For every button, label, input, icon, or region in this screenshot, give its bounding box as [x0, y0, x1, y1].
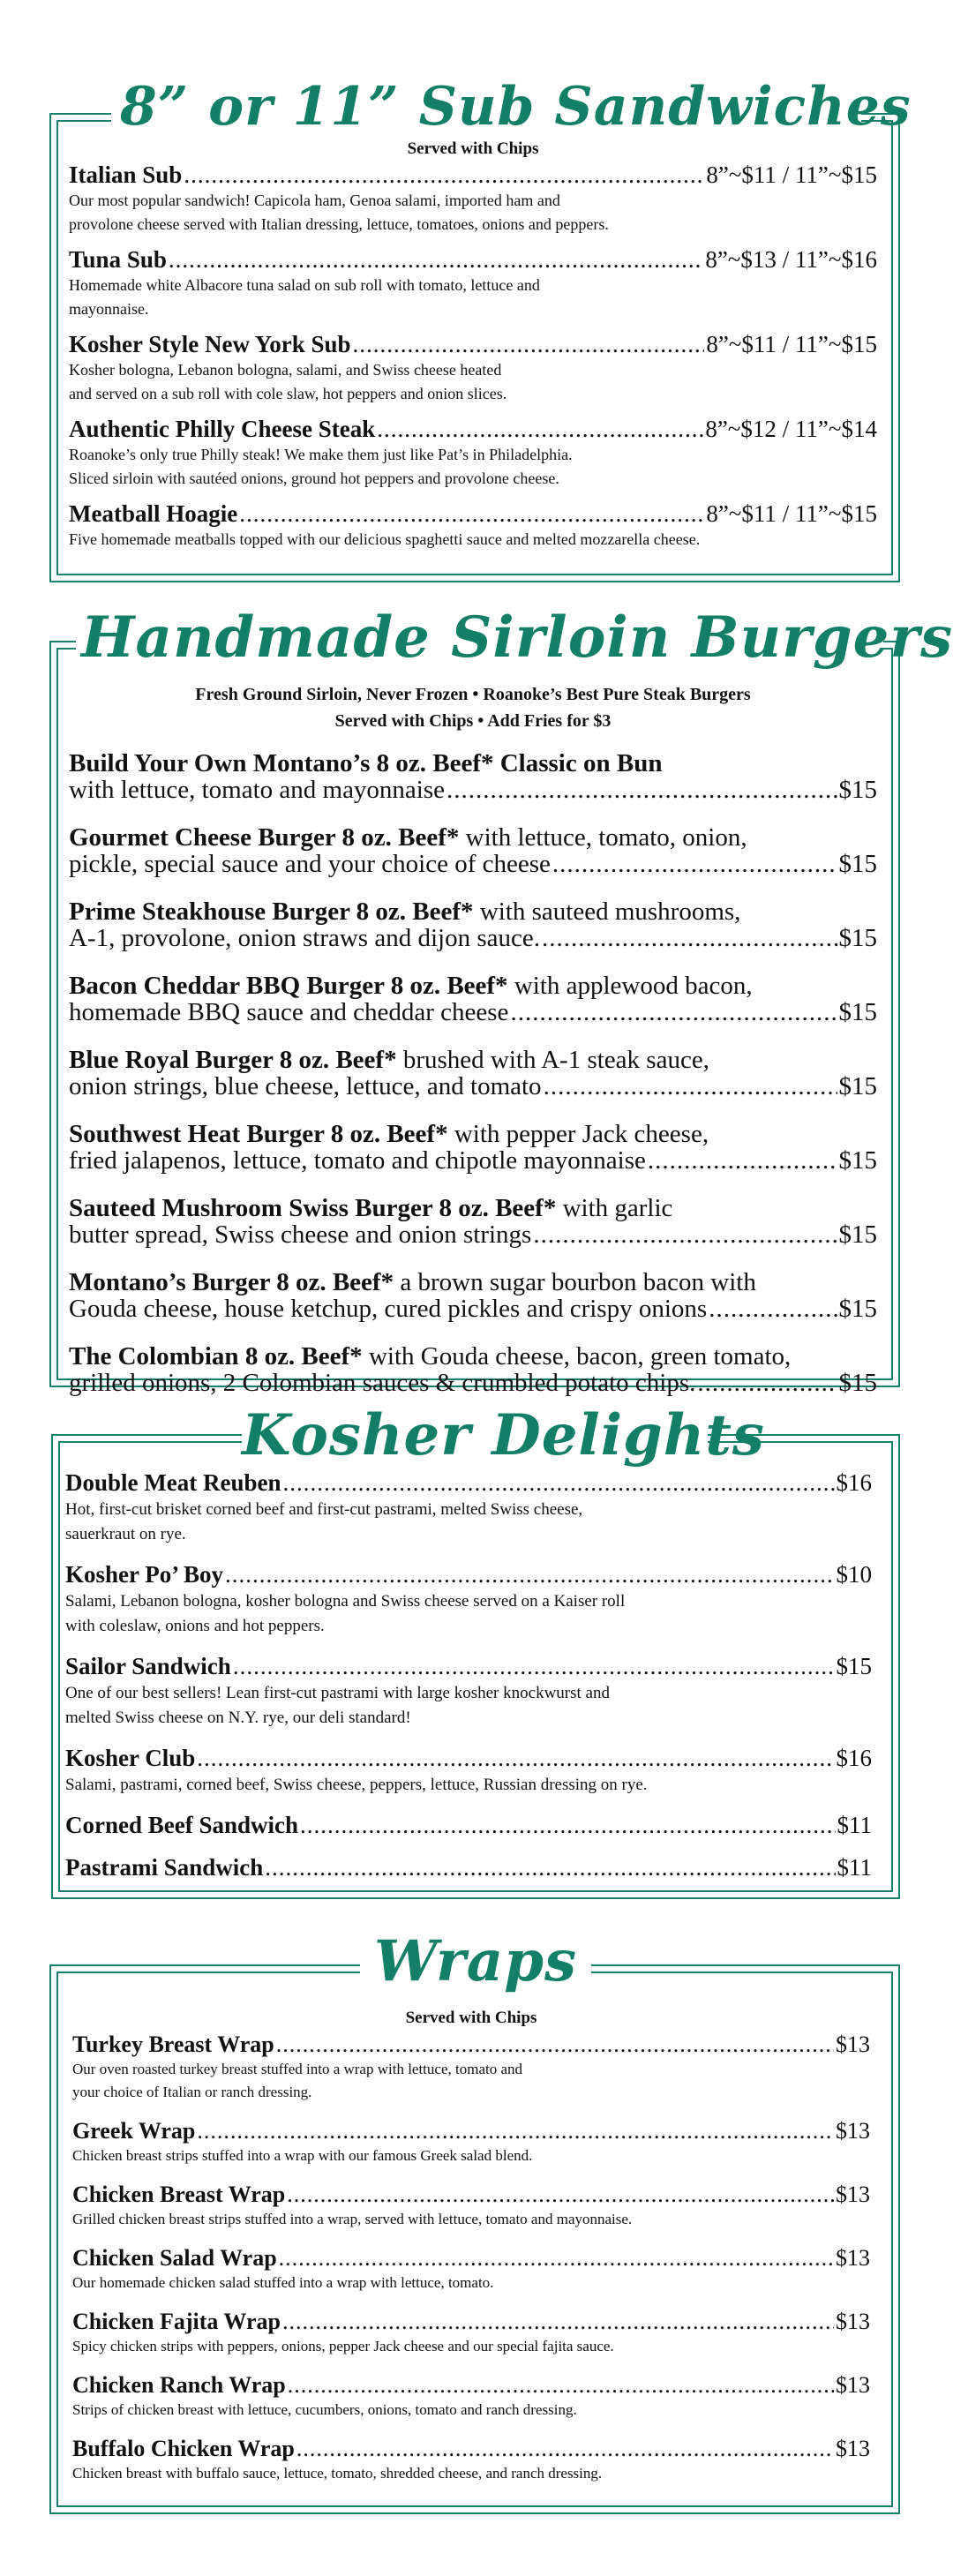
- menu-item-row: [65, 1651, 872, 1681]
- dot-leader: [552, 851, 837, 877]
- dot-leader: [300, 1810, 835, 1840]
- menu-item-row: [65, 1559, 872, 1589]
- item-description: Chicken breast strips stuffed into a wrap with our famous Greek salad blend.: [72, 2147, 533, 2164]
- section-subtitle-line1: Fresh Ground Sirloin, Never Frozen • Roanoke’s Best Pure Steak Burgers: [195, 685, 751, 704]
- item-name: Build Your Own Montano’s 8 oz. Beef* Classic on Bun: [69, 749, 663, 777]
- item-description: Grilled chicken breast strips stuffed into a wrap, served with lettuce, tomato and mayonnaise.: [72, 2211, 633, 2227]
- item-description: sauerkraut on rye.: [65, 1525, 186, 1543]
- item-description: Strips of chicken breast with lettuce, cucumbers, onions, tomato and ranch dressing.: [72, 2401, 577, 2418]
- item-price: 8”~$13 / 11”~$16: [705, 246, 877, 273]
- item-description: melted Swiss cheese on N.Y. rye, our deli standard!: [65, 1709, 411, 1727]
- menu-item-line2: [69, 777, 877, 803]
- menu-item: [65, 1468, 872, 1547]
- item-name: Bacon Cheddar BBQ Burger 8 oz. Beef*: [69, 972, 508, 1000]
- menu-item-row: [72, 2032, 870, 2058]
- dot-leader: [544, 1073, 837, 1100]
- dot-leader: [282, 2309, 834, 2335]
- item-description: fried jalapenos, lettuce, tomato and chipotle mayonnaise: [69, 1146, 646, 1175]
- section-subtitle: Served with Chips: [407, 139, 539, 158]
- menu-item: [69, 245, 877, 321]
- dot-leader: [225, 1559, 835, 1589]
- menu-item-row: [72, 2309, 870, 2335]
- dot-leader: [265, 1852, 835, 1882]
- menu-item: [69, 750, 877, 803]
- dot-leader: [276, 2032, 834, 2058]
- item-description: with lettuce, tomato and mayonnaise: [69, 776, 446, 804]
- item-description: and served on a sub roll with cole slaw, hot peppers and onion slices.: [69, 385, 507, 402]
- item-name: Tuna Sub: [69, 246, 167, 273]
- item-description-start: with garlic: [556, 1194, 673, 1222]
- item-name: Sauteed Mushroom Swiss Burger 8 oz. Beef*: [69, 1194, 557, 1222]
- item-name: Authentic Philly Cheese Steak: [69, 416, 376, 442]
- item-name: Sailor Sandwich: [65, 1653, 231, 1679]
- item-description: Salami, Lebanon bologna, kosher bologna and Swiss cheese served on a Kaiser roll: [65, 1592, 626, 1611]
- item-name: Kosher Po’ Boy: [65, 1561, 223, 1588]
- item-description: provolone cheese served with Italian dressing, lettuce, tomatoes, onions and peppers.: [69, 215, 609, 233]
- section-sirloin-burgers: [49, 604, 953, 1397]
- item-name: Chicken Ranch Wrap: [72, 2372, 286, 2398]
- section-title: Kosher Delights: [242, 1402, 765, 1468]
- section-subtitle: Served with Chips: [405, 2009, 537, 2027]
- dot-leader: [287, 2182, 834, 2208]
- item-name: Meatball Hoagie: [69, 500, 238, 527]
- dot-leader: [197, 1743, 834, 1773]
- item-price: $15: [838, 1295, 877, 1323]
- dot-leader: [510, 999, 837, 1025]
- item-price: $11: [837, 1812, 872, 1838]
- item-description: your choice of Italian or ranch dressing.: [72, 2084, 312, 2100]
- item-price: $15: [838, 1146, 877, 1175]
- item-price: $10: [836, 1561, 872, 1588]
- item-name: Corned Beef Sandwich: [65, 1812, 299, 1838]
- item-name: Pastrami Sandwich: [65, 1854, 264, 1881]
- item-description: Five homemade meatballs topped with our delicious spaghetti sauce and melted mozzarella cheese.: [69, 530, 701, 548]
- item-description: Salami, pastrami, corned beef, Swiss cheese, peppers, lettuce, Russian dressing on rye.: [65, 1776, 648, 1794]
- item-description: with coleslaw, onions and hot peppers.: [65, 1617, 325, 1635]
- menu-item: [72, 2372, 870, 2422]
- item-price: $15: [838, 998, 877, 1026]
- item-name: Chicken Breast Wrap: [72, 2182, 286, 2207]
- menu-item: [72, 2032, 870, 2104]
- item-name: Montano’s Burger 8 oz. Beef*: [69, 1268, 394, 1296]
- menu-item-row: [65, 1852, 872, 1882]
- item-description: Our oven roasted turkey breast stuffed into a wrap with lettuce, tomato and: [72, 2061, 523, 2077]
- menu-item: [72, 2118, 870, 2167]
- menu-item: [69, 330, 877, 406]
- menu-item-line2: [69, 1296, 877, 1322]
- item-description-start: brushed with A-1 steak sauce,: [396, 1046, 709, 1074]
- item-name: Kosher Club: [65, 1745, 196, 1771]
- menu-item-line1: [69, 1121, 877, 1147]
- item-price: 8”~$11 / 11”~$15: [706, 500, 877, 527]
- menu-item-line2: [69, 925, 877, 951]
- item-description-start: with applewood bacon,: [507, 972, 753, 1000]
- dot-leader: [709, 1296, 837, 1322]
- item-description: onion strings, blue cheese, lettuce, and tomato: [69, 1072, 542, 1100]
- item-price: $15: [836, 1653, 872, 1679]
- item-name: Gourmet Cheese Burger 8 oz. Beef*: [69, 823, 460, 852]
- item-description: Gouda cheese, house ketchup, cured pickles and crispy onions: [69, 1295, 708, 1323]
- dot-leader: [697, 1370, 837, 1396]
- menu-item-line2: [69, 1073, 877, 1100]
- item-name: Blue Royal Burger 8 oz. Beef*: [69, 1046, 397, 1074]
- menu-item-row: [72, 2118, 870, 2144]
- menu-item: [69, 1195, 877, 1248]
- menu-item-row: [72, 2182, 870, 2208]
- item-price: $15: [838, 1369, 877, 1397]
- section-subtitle-line2: Served with Chips • Add Fries for $3: [334, 711, 612, 731]
- menu-item: [69, 1121, 877, 1174]
- item-price: $15: [838, 850, 877, 878]
- item-price: $15: [838, 924, 877, 952]
- section-title: Wraps: [374, 1927, 577, 1994]
- dot-leader: [197, 2118, 834, 2144]
- item-price: $13: [836, 2182, 870, 2207]
- menu-item: [65, 1559, 872, 1639]
- menu-item-line2: [69, 999, 877, 1025]
- item-description: Roanoke’s only true Philly steak! We make them just like Pat’s in Philadelphia.: [69, 446, 573, 463]
- item-price: $13: [836, 2245, 870, 2271]
- menu-item-row: [69, 415, 877, 443]
- item-price: $11: [837, 1854, 872, 1881]
- menu-item-line1: [69, 1047, 877, 1073]
- item-name: Double Meat Reuben: [65, 1469, 281, 1496]
- item-price: 8”~$11 / 11”~$15: [706, 331, 877, 357]
- item-price: $15: [838, 1072, 877, 1100]
- menu-item-row: [69, 245, 877, 274]
- item-description-start: with sauteed mushrooms,: [473, 897, 741, 926]
- item-description: Chicken breast with buffalo sauce, lettuce, tomato, shredded cheese, and ranch dressing.: [72, 2465, 603, 2482]
- menu-item-line2: [69, 1147, 877, 1174]
- item-description: Homemade white Albacore tuna salad on sub roll with tomato, lettuce and: [69, 276, 540, 294]
- item-price: $13: [836, 2032, 870, 2057]
- item-description: One of our best sellers! Lean first-cut pastrami with large kosher knockwurst and: [65, 1684, 610, 1702]
- dot-leader: [279, 2245, 834, 2272]
- section-kosher-delights: [51, 1402, 900, 1899]
- menu-item: [72, 2245, 870, 2294]
- item-description: Spicy chicken strips with peppers, onions, pepper Jack cheese and our special fajita sauce.: [72, 2338, 614, 2354]
- item-name: Chicken Fajita Wrap: [72, 2309, 281, 2334]
- item-price: $13: [836, 2309, 870, 2334]
- item-description: homemade BBQ sauce and cheddar cheese: [69, 998, 509, 1026]
- dot-leader: [648, 1147, 837, 1174]
- item-name: Chicken Salad Wrap: [72, 2245, 277, 2271]
- section-wraps: [49, 1927, 900, 2514]
- item-name: Prime Steakhouse Burger 8 oz. Beef*: [69, 897, 474, 926]
- item-name: Turkey Breast Wrap: [72, 2032, 274, 2057]
- item-description: grilled onions, 2 Colombian sauces & crumbled potato chips.: [69, 1369, 696, 1397]
- section-title: 8” or 11” Sub Sandwiches: [120, 76, 912, 138]
- menu-item-row: [69, 161, 877, 189]
- menu-item-row: [69, 330, 877, 358]
- dot-leader: [533, 1221, 837, 1248]
- item-price: $15: [838, 1220, 877, 1249]
- item-price: $13: [836, 2118, 870, 2144]
- item-description: butter spread, Swiss cheese and onion strings: [69, 1220, 532, 1249]
- menu-item: [69, 415, 877, 491]
- item-description: Our homemade chicken salad stuffed into a wrap with lettuce, tomato.: [72, 2274, 494, 2291]
- menu-item-line1: [69, 824, 877, 851]
- menu-item: [69, 1047, 877, 1100]
- menu-item-line1: [69, 898, 877, 925]
- menu-item-line1: [69, 1269, 877, 1296]
- item-price: 8”~$12 / 11”~$14: [705, 416, 877, 442]
- item-name: The Colombian 8 oz. Beef*: [69, 1342, 363, 1371]
- menu-item-row: [65, 1810, 872, 1840]
- item-description: Kosher bologna, Lebanon bologna, salami, and Swiss cheese heated: [69, 361, 502, 379]
- item-description-start: with lettuce, tomato, onion,: [459, 823, 747, 852]
- menu-item: [69, 161, 877, 237]
- dot-leader: [283, 1468, 835, 1498]
- menu-item: [65, 1852, 872, 1882]
- item-price: $13: [836, 2436, 870, 2461]
- menu-item-line2: [69, 851, 877, 877]
- menu-item: [65, 1810, 872, 1840]
- dot-leader: [169, 245, 703, 274]
- menu-item: [65, 1651, 872, 1731]
- menu-item-line2: [69, 1370, 877, 1396]
- item-price: $15: [838, 776, 877, 804]
- menu-item: [69, 898, 877, 951]
- menu-item-line1: [69, 1195, 877, 1221]
- menu-item-row: [72, 2372, 870, 2399]
- dot-leader: [446, 777, 837, 803]
- item-description-start: a brown sugar bourbon bacon with: [394, 1268, 756, 1296]
- menu-item: [72, 2182, 870, 2231]
- menu-item-line2: [69, 1221, 877, 1248]
- dot-leader: [377, 415, 703, 443]
- item-description: Our most popular sandwich! Capicola ham, Genoa salami, imported ham and: [69, 192, 560, 209]
- item-description: Sliced sirloin with sautéed onions, ground hot peppers and provolone cheese.: [69, 469, 559, 487]
- dot-leader: [184, 161, 704, 189]
- item-price: $16: [836, 1469, 872, 1496]
- menu-item-row: [65, 1743, 872, 1773]
- item-name: Greek Wrap: [72, 2118, 196, 2144]
- item-description: A-1, provolone, onion straws and dijon sauce.: [69, 924, 540, 952]
- dot-leader: [542, 925, 837, 951]
- menu-item: [69, 499, 877, 552]
- menu-item-line1: [69, 973, 877, 999]
- menu-item-row: [69, 499, 877, 528]
- item-description: mayonnaise.: [69, 300, 149, 318]
- item-price: 8”~$11 / 11”~$15: [706, 161, 877, 188]
- menu-item-line1: [69, 1343, 877, 1370]
- menu-item-row: [72, 2245, 870, 2272]
- item-price: $13: [836, 2372, 870, 2398]
- menu-item-row: [65, 1468, 872, 1498]
- menu-item: [72, 2436, 870, 2485]
- menu-item: [69, 1269, 877, 1322]
- dot-leader: [288, 2372, 834, 2399]
- dot-leader: [296, 2436, 834, 2462]
- dot-leader: [239, 499, 704, 528]
- item-name: Kosher Style New York Sub: [69, 331, 351, 357]
- menu-item: [72, 2309, 870, 2358]
- dot-leader: [353, 330, 705, 358]
- item-name: Italian Sub: [69, 161, 183, 188]
- menu-item: [69, 1343, 877, 1396]
- item-name: Southwest Heat Burger 8 oz. Beef*: [69, 1120, 448, 1148]
- section-sub-sandwiches: [49, 76, 912, 582]
- item-description-start: with pepper Jack cheese,: [447, 1120, 709, 1148]
- menu-item-row: [72, 2436, 870, 2462]
- menu-item-line1: [69, 750, 877, 777]
- menu-item: [65, 1743, 872, 1798]
- item-description: pickle, special sauce and your choice of cheese: [69, 850, 551, 878]
- dot-leader: [233, 1651, 835, 1681]
- menu-item: [69, 973, 877, 1025]
- item-description: Hot, first-cut brisket corned beef and first-cut pastrami, melted Swiss cheese,: [65, 1500, 583, 1519]
- section-title: Handmade Sirloin Burgers: [81, 604, 953, 671]
- item-name: Buffalo Chicken Wrap: [72, 2436, 295, 2461]
- item-price: $16: [836, 1745, 872, 1771]
- item-description-start: with Gouda cheese, bacon, green tomato,: [362, 1342, 792, 1371]
- menu-item: [69, 824, 877, 877]
